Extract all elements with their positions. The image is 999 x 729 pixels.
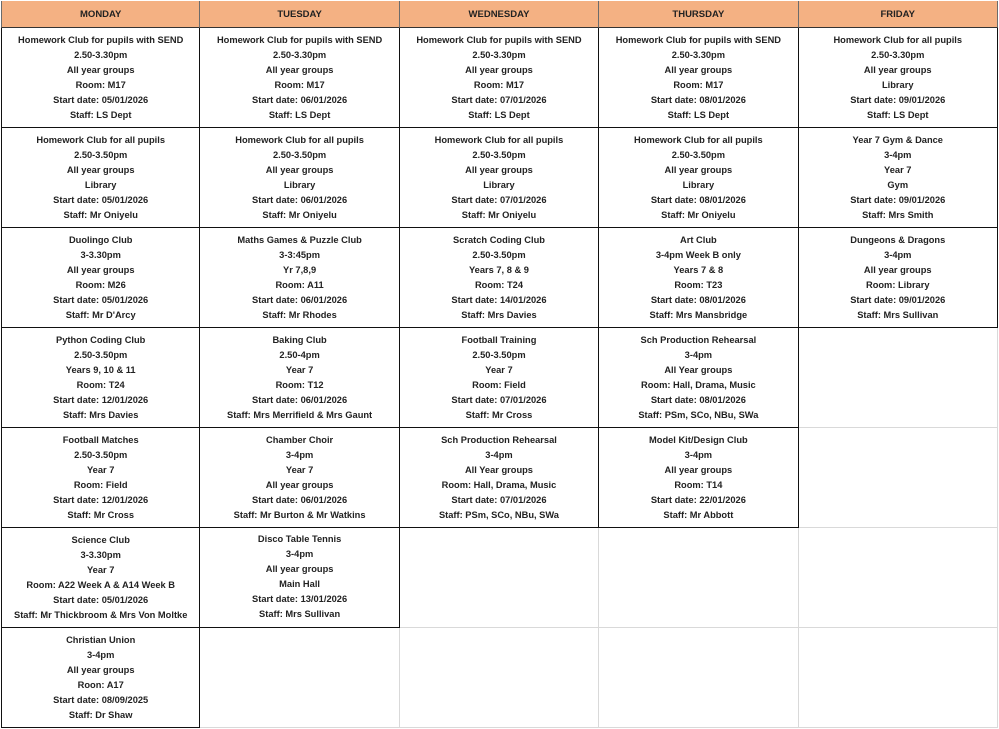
day-header-tuesday: TUESDAY [200,1,399,28]
club-cell [1,328,200,428]
empty-cell [799,328,998,428]
club-time: 2.50-3.30pm [272,49,327,60]
club-year-groups: Year 7 [86,464,115,475]
empty-cell [400,628,599,728]
club-year-groups: Yr 7,8,9 [283,264,317,275]
club-start-date: Start date: 08/01/2026 [650,194,746,205]
club-room: Library [881,79,914,90]
club-name: Baking Club [272,334,327,345]
club-start-date: Start date: 08/09/2025 [53,694,149,705]
club-start-date: Start date: 09/01/2026 [850,194,946,205]
club-start-date: Start date: 07/01/2026 [451,494,547,505]
club-start-date: Start date: 06/01/2026 [252,94,348,105]
club-start-date: Start date: 12/01/2026 [53,394,149,405]
club-room: All year groups [265,479,334,490]
club-year-groups: All year groups [66,264,135,275]
club-staff: Staff: Mrs Sullivan [857,309,939,320]
club-year-groups: All year groups [863,264,932,275]
club-time: 3-3:45pm [279,249,320,260]
club-room: Room: Hall, Drama, Music [441,479,557,490]
club-time: 2.50-3.50pm [272,149,327,160]
club-time: 2.50-3.50pm [74,149,128,160]
club-time: 2.50-3.30pm [871,49,925,60]
club-room: Room: A11 [275,279,324,290]
club-cell [599,28,798,128]
club-start-date: Start date: 08/01/2026 [650,294,746,305]
club-name: Model Kit/Design Club [649,434,748,445]
club-name: Disco Table Tennis [257,534,342,544]
club-start-date: Start date: 14/01/2026 [451,294,547,305]
club-name: Homework Club for pupils with SEND [615,34,782,45]
club-room: Room: M17 [473,79,525,90]
club-start-date: Start date: 09/01/2026 [850,294,946,305]
club-staff: Staff: Mr Oniyelu [63,209,138,220]
club-name: Homework Club for all pupils [833,34,963,45]
club-start-date: Start date: 05/01/2026 [53,594,149,605]
club-staff: Staff: LS Dept [667,109,730,120]
club-time: 3-4pm [684,349,713,360]
club-year-groups: Years 7 & 8 [673,264,724,275]
club-year-groups: All year groups [465,64,533,75]
club-room: Roon: A17 [77,679,124,690]
club-cell [1,428,200,528]
club-staff: Staff: Mrs Merrifield & Mrs Gaunt [227,409,373,420]
club-start-date: Start date: 06/01/2026 [252,294,348,305]
club-start-date: Start date: 05/01/2026 [53,194,149,205]
club-time: 2.50-3.50pm [671,149,725,160]
day-header-thursday: THURSDAY [599,1,798,28]
club-time: 3-4pm [884,149,912,160]
club-staff: Staff: Mrs Smith [862,209,934,220]
club-start-date: Start date: 05/01/2026 [53,294,149,305]
club-start-date: Start date: 12/01/2026 [53,494,149,505]
club-time: 2.50-3.50pm [74,449,128,460]
club-year-groups: Years 7, 8 & 9 [468,264,529,275]
club-name: Chamber Choir [266,434,334,445]
club-start-date: Start date: 06/01/2026 [252,194,348,205]
club-name: Python Coding Club [56,334,146,345]
club-time: 2.50-3.50pm [472,149,526,160]
club-time: 2.50-3.50pm [472,349,526,360]
club-room: Room: M17 [75,79,126,90]
club-year-groups: Year 7 [485,364,513,375]
club-cell [400,128,599,228]
club-staff: Staff: Mr Oniyelu [262,209,337,220]
club-time: 3-4pm [884,249,912,260]
club-year-groups: All year groups [664,64,733,75]
club-start-date: Start date: 07/01/2026 [451,194,547,205]
club-year-groups: All year groups [465,164,533,175]
club-cell [599,328,798,428]
club-cell [400,28,599,128]
empty-cell [400,528,599,628]
club-staff: Staff: Mr Thickbroom & Mrs Von Moltke [14,609,188,620]
club-time: 2.50-3.30pm [671,49,725,60]
club-staff: Staff: Mr Cross [67,509,135,520]
club-staff: Staff: Mr D'Arcy [65,309,136,320]
club-cell [200,228,399,328]
club-time: 3-3.30pm [80,549,121,560]
club-start-date: Start date: 08/01/2026 [650,94,746,105]
club-staff: Staff: Mrs Mansbridge [649,309,748,320]
club-cell [1,628,200,728]
club-staff: Staff: Mr Burton & Mr Watkins [233,509,366,520]
club-time: 3-4pm [485,449,513,460]
club-staff: Staff: Mrs Sullivan [259,609,341,619]
club-room: Library [483,179,515,190]
empty-cell [599,528,798,628]
club-name: Year 7 Gym & Dance [852,134,943,145]
club-name: Duolingo Club [68,234,133,245]
club-staff: Staff: PSm, SCo, NBu, SWa [638,409,759,420]
club-year-groups: All year groups [664,464,733,475]
club-start-date: Start date: 07/01/2026 [451,394,547,405]
club-name: Homework Club for all pupils [434,134,564,145]
club-cell [200,328,399,428]
club-name: Homework Club for pupils with SEND [416,34,582,45]
club-room: Room: Hall, Drama, Music [641,379,756,390]
club-staff: Staff: Mrs Davies [62,409,139,420]
club-cell [200,128,399,228]
club-start-date: Start date: 06/01/2026 [252,394,348,405]
club-time: 3-3.30pm [80,249,121,260]
club-year-groups: All Year groups [464,464,533,475]
club-room: Room: Field [73,479,128,490]
club-cell [1,528,200,628]
club-time: 2.50-4pm [279,349,320,360]
club-time: 3-4pm [285,549,314,559]
club-name: Dungeons & Dragons [850,234,946,245]
club-year-groups: Years 9, 10 & 11 [65,364,136,375]
club-start-date: Start date: 06/01/2026 [252,494,348,505]
club-cell [799,28,998,128]
club-room: Library [283,179,316,190]
club-year-groups: All year groups [863,64,932,75]
club-start-date: Start date: 05/01/2026 [53,94,149,105]
club-time: 3-4pm Week B only [655,249,741,260]
club-year-groups: All year groups [265,564,334,574]
club-year-groups: Year 7 [884,164,912,175]
club-staff: Staff: Dr Shaw [68,709,133,720]
club-time: 2.50-3.30pm [472,49,526,60]
club-year-groups: All year groups [265,64,334,75]
club-name: Christian Union [66,634,136,645]
club-cell [599,128,798,228]
club-cell [400,328,599,428]
empty-cell [200,628,399,728]
club-year-groups: All year groups [66,664,135,675]
club-name: Homework Club for all pupils [235,134,364,145]
club-cell [1,28,200,128]
club-room: Room: Library [865,279,930,290]
club-time: 3-4pm [285,449,314,460]
club-start-date: Start date: 22/01/2026 [650,494,746,505]
club-staff: Staff: LS Dept [268,109,331,120]
club-timetable [1,1,998,728]
club-name: Football Training [461,334,537,345]
club-time: 3-4pm [684,449,713,460]
club-name: Homework Club for pupils with SEND [18,34,184,45]
club-cell [200,528,399,628]
club-room: Room: A22 Week A & A14 Week B [26,579,175,590]
day-header-wednesday: WEDNESDAY [400,1,599,28]
club-cell [599,228,798,328]
club-room: Main Hall [279,579,320,589]
empty-cell [799,628,998,728]
club-year-groups: All year groups [664,164,733,175]
club-year-groups: Year 7 [285,464,314,475]
club-staff: Staff: Mr Oniyelu [461,209,537,220]
club-cell [200,28,399,128]
club-year-groups: Year 7 [285,364,314,375]
day-header-friday: FRIDAY [799,1,998,28]
club-cell [400,428,599,528]
club-name: Art Club [680,234,717,245]
club-time: 3-4pm [87,649,115,660]
club-start-date: Start date: 07/01/2026 [451,94,547,105]
club-cell [200,428,399,528]
club-name: Homework Club for pupils with SEND [216,34,383,45]
club-name: Science Club [71,534,130,545]
club-year-groups: All year groups [66,164,135,175]
club-name: Homework Club for all pupils [36,134,165,145]
club-room: Room: T23 [674,279,723,290]
club-cell [599,428,798,528]
club-room: Room: M26 [75,279,126,290]
club-staff: Staff: LS Dept [468,109,530,120]
club-staff: Staff: Mr Oniyelu [661,209,736,220]
club-staff: Staff: PSm, SCo, NBu, SWa [438,509,559,520]
day-header-monday: MONDAY [1,1,200,28]
club-cell [799,228,998,328]
club-room: Room: T24 [76,379,125,390]
club-room: Room: M17 [274,79,325,90]
club-year-groups: Year 7 [86,564,115,575]
club-room: Room: Field [472,379,526,390]
club-time: 2.50-3.30pm [74,49,128,60]
club-room: Room: M17 [673,79,724,90]
club-cell [1,128,200,228]
club-staff: Staff: LS Dept [867,109,929,120]
club-name: Sch Production Rehearsal [640,334,757,345]
club-staff: Staff: Mr Cross [465,409,533,420]
club-cell [1,228,200,328]
club-cell [799,128,998,228]
club-room: Library [682,179,715,190]
club-year-groups: All year groups [265,164,334,175]
club-start-date: Start date: 09/01/2026 [850,94,946,105]
club-room: Gym [887,179,909,190]
club-time: 2.50-3.50pm [74,349,128,360]
club-cell [400,228,599,328]
club-staff: Staff: Mr Abbott [663,509,734,520]
empty-cell [799,428,998,528]
club-room: Library [84,179,117,190]
club-room: Room: T12 [275,379,324,390]
club-start-date: Start date: 13/01/2026 [252,594,348,604]
club-room: Room: T24 [474,279,523,290]
club-year-groups: All Year groups [664,364,733,375]
club-name: Homework Club for all pupils [634,134,763,145]
club-name: Sch Production Rehearsal [441,434,557,445]
club-staff: Staff: Mrs Davies [461,309,537,320]
club-time: 2.50-3.50pm [472,249,526,260]
club-start-date: Start date: 08/01/2026 [650,394,746,405]
club-room: Room: T14 [674,479,723,490]
club-name: Scratch Coding Club [453,234,545,245]
empty-cell [799,528,998,628]
empty-cell [599,628,798,728]
club-year-groups: All year groups [66,64,135,75]
club-staff: Staff: Mr Rhodes [262,309,337,320]
club-staff: Staff: LS Dept [69,109,132,120]
club-name: Maths Games & Puzzle Club [237,234,362,245]
club-name: Football Matches [62,434,139,445]
